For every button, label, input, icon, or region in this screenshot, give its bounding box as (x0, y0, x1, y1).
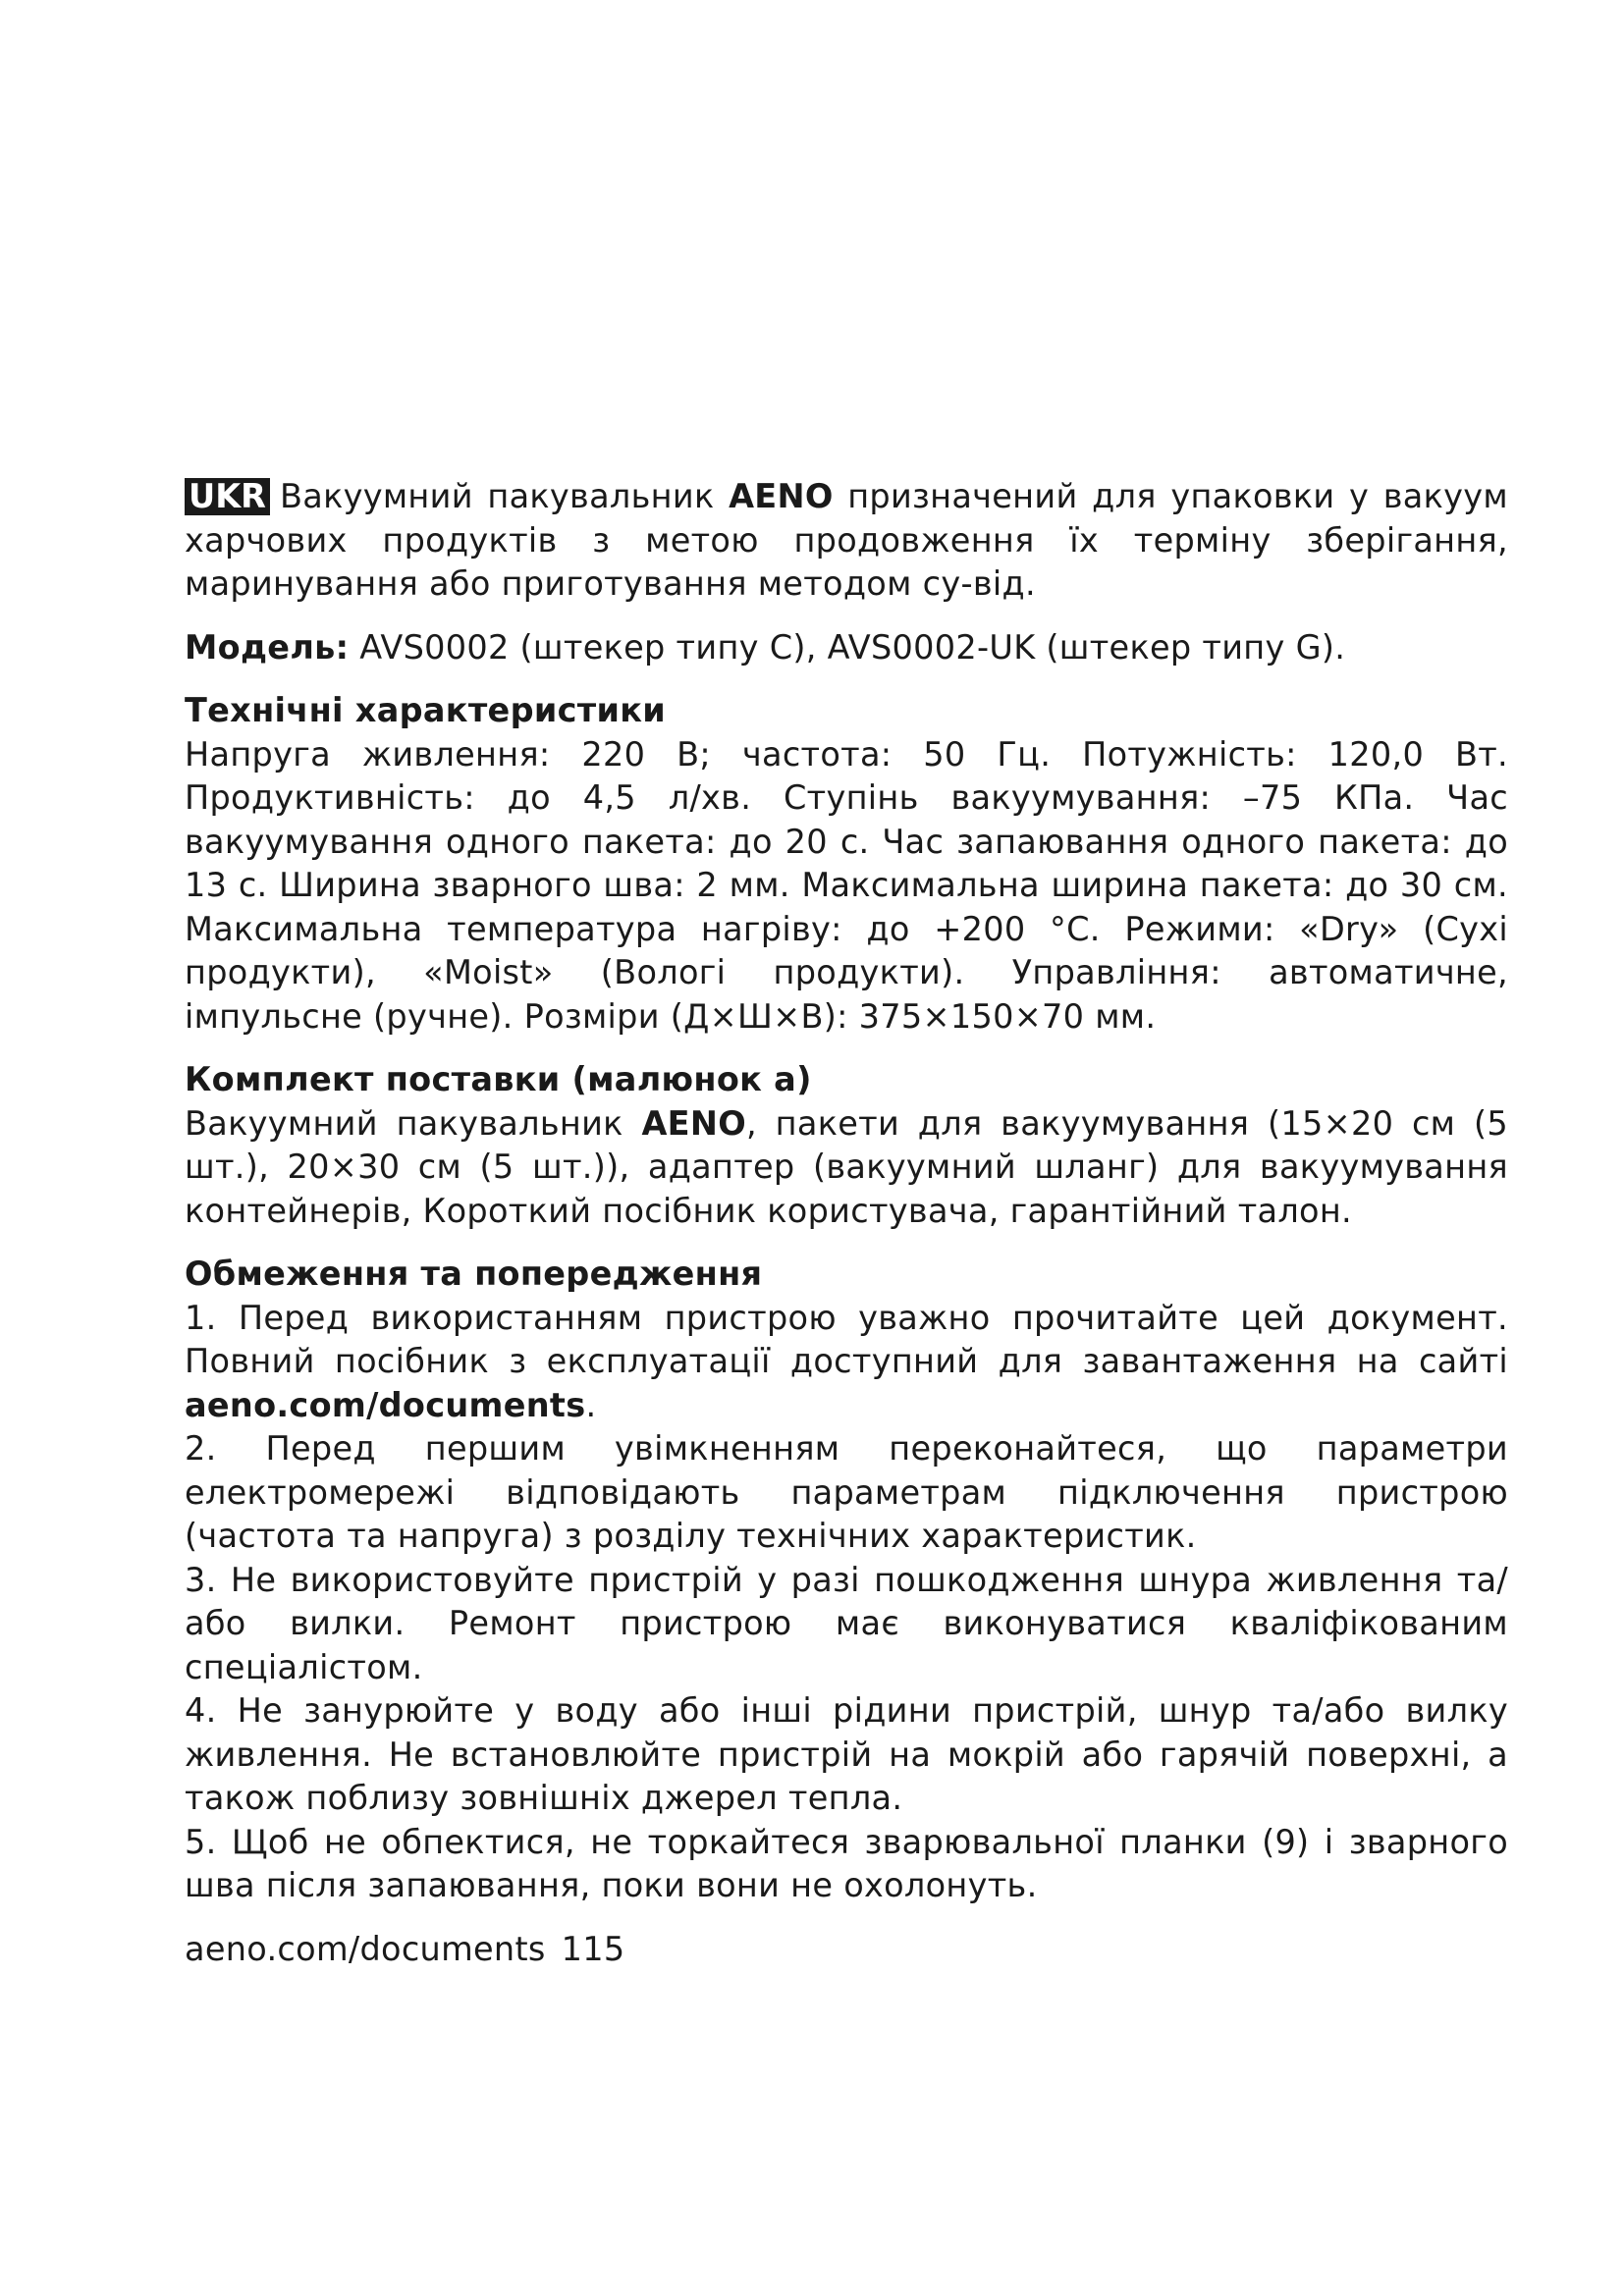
warnings-section (185, 1253, 1508, 1908)
intro-text-start: Вакуумний пакувальник (279, 477, 730, 515)
package-text-start: Вакуумний пакувальник (185, 1103, 642, 1143)
specs-heading: Технічні характеристики (185, 691, 667, 729)
package-section (185, 1058, 1508, 1233)
package-heading: Комплект поставки (малюнок а) (185, 1060, 812, 1098)
intro-paragraph (185, 475, 1508, 607)
page-number: 115 (561, 1929, 625, 1968)
warning-item-1-text: 1. Перед використанням пристрою уважно прочитайте цей документ. Повний посібник з експлуатації доступний для завантаження на сайті (185, 1298, 1508, 1380)
document-page (185, 475, 1508, 1971)
page-footer (185, 1928, 1508, 1972)
package-text-end: , пакети для вакуумування (15×20 см (5 шт.), 20×30 см (5 шт.)), адаптер (вакуумний шланг) для вакуумування контейнерів, Короткий посібник користувача, гарантійний талон. (185, 1103, 1508, 1230)
package-brand-name: AENO (641, 1103, 746, 1143)
brand-name: AENO (729, 477, 834, 515)
warning-item-5: 5. Щоб не обпектися, не торкайтеся зварювальної планки (9) і зварного шва після запаювання, поки вони не охолонуть. (185, 1822, 1508, 1904)
specs-section (185, 689, 1508, 1039)
warning-item-1 (185, 1297, 1508, 1428)
warning-item-2: 2. Перед першим увімкненням переконайтеся, що параметри електромережі відповідають параметрам підключення пристрою (частота та напруга) з розділу технічних характеристик. (185, 1429, 1508, 1555)
warnings-heading: Обмеження та попередження (185, 1255, 763, 1293)
language-badge: UKR (185, 478, 270, 515)
model-label: Модель: (185, 627, 350, 667)
footer-url: aeno.com/documents (185, 1929, 546, 1968)
specs-text: Напруга живлення: 220 В; частота: 50 Гц. Потужність: 120,0 Вт. Продуктивність: до 4,5 л/хв. Ступінь вакуумування: –75 КПа. Час вакуумування одного пакета: до 20 с. Час запаювання одного пакета: до 13 с. Ширина зварного шва: 2 мм. Максимальна ширина пакета: до 30 см. Максимальна температура нагріву: до +200 °C. Режими: «Dry» (Сухі продукти), «Moist» (Вологі продукти). Управління: автоматичне, імпульсне (ручне). Розміри (Д×Ш×В): 375×150×70 мм. (185, 734, 1508, 1036)
warning-item-1-end: . (585, 1385, 597, 1424)
documents-link[interactable]: aeno.com/documents (185, 1385, 586, 1424)
model-value: AVS0002 (штекер типу C), AVS0002-UK (штекер типу G). (349, 627, 1346, 667)
warning-item-4: 4. Не занурюйте у воду або інші рідини пристрій, шнур та/або вилку живлення. Не встановлюйте пристрій на мокрій або гарячій поверхні, а також поблизу зовнішніх джерел тепла. (185, 1691, 1508, 1817)
intro-text-end: призначений для упаковки у вакуум харчових продуктів з метою продовження їх терміну зберігання, маринування або приготування методом су-від. (185, 477, 1508, 603)
model-line (185, 626, 1508, 670)
warning-item-3: 3. Не використовуйте пристрій у разі пошкодження шнура живлення та/або вилки. Ремонт пристрою має виконуватися кваліфікованим спеціалістом. (185, 1560, 1508, 1686)
package-text (185, 1102, 1508, 1234)
